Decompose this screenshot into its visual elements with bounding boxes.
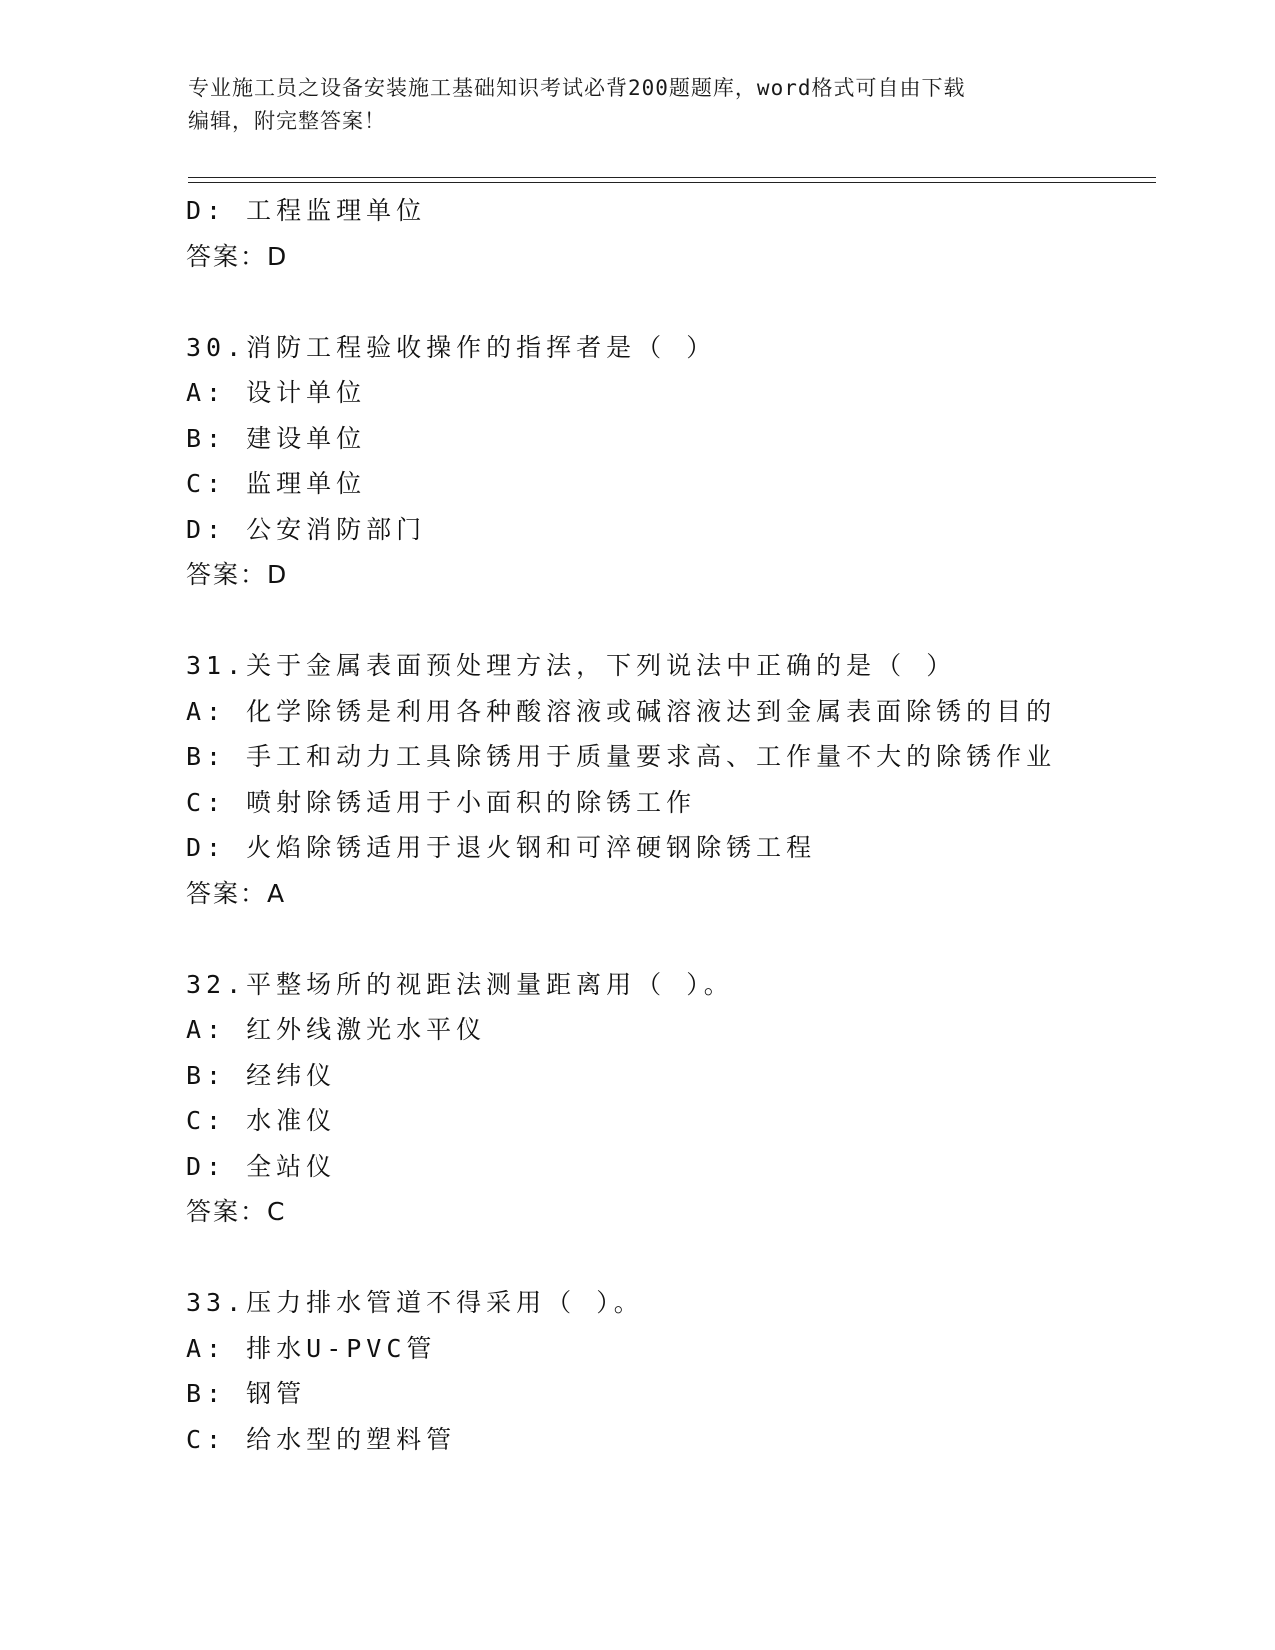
header-title-line-1: 专业施工员之设备安装施工基础知识考试必背200题题库，word格式可自由下载 (188, 76, 966, 100)
spacer (186, 1235, 1146, 1281)
question-30-option-b: B: 建设单位 (186, 423, 367, 453)
spacer (186, 279, 1146, 325)
header-title-line-2: 编辑，附完整答案！ (188, 109, 386, 133)
question-32-option-c: C: 水准仪 (186, 1106, 337, 1135)
question-32-option-d: D: 全站仪 (186, 1151, 337, 1181)
question-33-option-a: A: 排水U-PVC管 (186, 1333, 437, 1363)
question-list (186, 188, 1146, 1462)
question-33-stem: 33.压力排水管道不得采用（ ）。 (186, 1288, 644, 1317)
question-30-stem: 30.消防工程验收操作的指挥者是（ ） (186, 332, 717, 362)
question-30-option-c: C: 监理单位 (186, 469, 367, 498)
question-31-option-d: D: 火焰除锈适用于退火钢和可淬硬钢除锈工程 (186, 833, 817, 862)
question-32-stem: 32.平整场所的视距法测量距离用（ ）。 (186, 969, 734, 999)
spacer (186, 598, 1146, 644)
question-29-option-d: D: 工程监理单位 (186, 196, 427, 225)
document-header (188, 72, 1068, 138)
question-32-answer: 答案：C (186, 1197, 287, 1226)
question-31-option-c: C: 喷射除锈适用于小面积的除锈工作 (186, 787, 697, 817)
question-30-answer: 答案：D (186, 560, 289, 589)
question-33-option-c: C: 给水型的塑料管 (186, 1424, 457, 1454)
question-31-answer: 答案：A (186, 878, 287, 908)
question-32-option-a: A: 红外线激光水平仪 (186, 1015, 487, 1044)
question-31-option-b: B: 手工和动力工具除锈用于质量要求高、工作量不大的除锈作业 (186, 742, 1057, 771)
spacer (186, 916, 1146, 962)
question-29-answer: 答案：D (186, 241, 289, 271)
question-32-option-b: B: 经纬仪 (186, 1060, 337, 1090)
question-31-option-a: A: 化学除锈是利用各种酸溶液或碱溶液达到金属表面除锈的目的 (186, 696, 1057, 726)
question-30-option-a: A: 设计单位 (186, 378, 367, 407)
header-divider-top (188, 177, 1156, 178)
question-33-option-b: B: 钢管 (186, 1379, 307, 1408)
question-31-stem: 31.关于金属表面预处理方法，下列说法中正确的是（ ） (186, 651, 957, 680)
question-30-option-d: D: 公安消防部门 (186, 514, 427, 544)
header-divider-bottom (188, 182, 1156, 183)
